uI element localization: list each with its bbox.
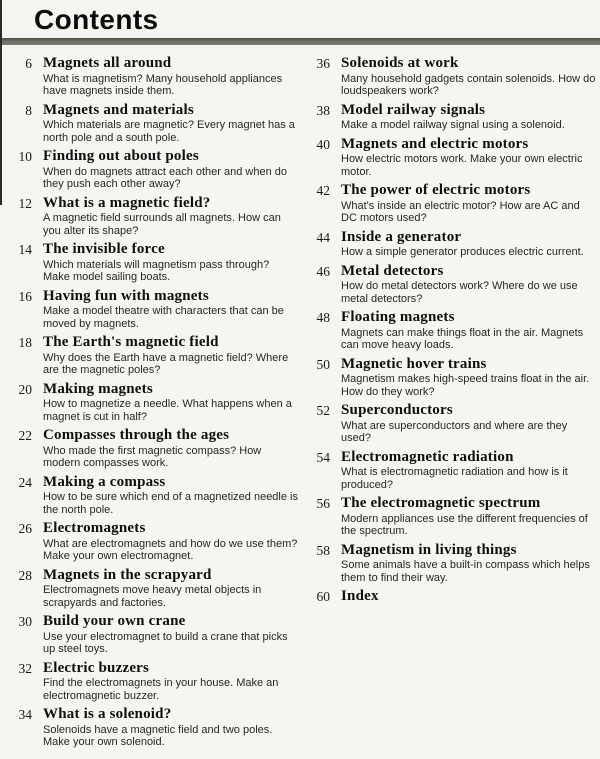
toc-entry-body bbox=[341, 309, 596, 352]
toc-entry-description: Use your electromagnet to build a crane that picks up steel toys. bbox=[43, 630, 288, 655]
toc-page-number: 22 bbox=[18, 428, 32, 443]
toc-page-number: 52 bbox=[316, 403, 330, 418]
page-title: Contents bbox=[34, 4, 159, 35]
toc-page-number: 32 bbox=[18, 660, 32, 676]
toc-entry-title: The invisible force bbox=[43, 241, 165, 257]
toc-page-number: 38 bbox=[316, 102, 330, 118]
toc-entry-body bbox=[43, 706, 298, 749]
toc-entry bbox=[6, 195, 298, 238]
toc-entry-title: Electric buzzers bbox=[43, 659, 150, 676]
toc-entry-body bbox=[341, 588, 596, 605]
toc-entry bbox=[6, 520, 298, 563]
title-rule bbox=[0, 38, 600, 45]
toc-entry-title: Index bbox=[341, 588, 379, 604]
toc-entry-title: Magnets all around bbox=[43, 55, 172, 71]
toc-page-number: 56 bbox=[316, 496, 330, 511]
toc-entry-body bbox=[43, 102, 298, 145]
toc-entry-title: The power of electric motors bbox=[341, 182, 531, 198]
toc-entry-body bbox=[341, 229, 596, 259]
toc-entry-description: A magnetic field surrounds all magnets. How can you alter its shape? bbox=[43, 212, 281, 237]
toc-entry-description: How a simple generator produces electric current. bbox=[341, 246, 584, 258]
toc-entry-title: Solenoids at work bbox=[341, 55, 459, 71]
toc-page-number: 60 bbox=[316, 589, 330, 604]
toc-entry-description: Why does the Earth have a magnetic field? Where are the magnetic poles? bbox=[43, 351, 289, 376]
toc-entry bbox=[304, 136, 596, 179]
toc-entry bbox=[6, 288, 298, 331]
toc-entry-body bbox=[43, 195, 298, 238]
toc-entry bbox=[304, 55, 596, 98]
toc-entry-title: Build your own crane bbox=[43, 613, 186, 629]
toc-entry-title: Electromagnetic radiation bbox=[341, 448, 514, 465]
toc-page-number: 24 bbox=[18, 474, 32, 490]
toc-entry-description: Modern appliances use the different frequencies of the spectrum. bbox=[341, 512, 588, 537]
toc-entry bbox=[304, 182, 596, 225]
toc-entry-title: Model railway signals bbox=[341, 101, 486, 118]
toc-entry-body bbox=[341, 136, 596, 179]
toc-entry-description: Many household gadgets contain solenoids. How do loudspeakers work? bbox=[341, 72, 596, 97]
toc-entry bbox=[6, 148, 298, 191]
toc-entry-body bbox=[43, 520, 298, 563]
toc-entry-description: When do magnets attract each other and when do they push each other away? bbox=[43, 165, 287, 190]
toc-entry-description: Find the electromagnets in your house. Make an electromagnetic buzzer. bbox=[43, 677, 279, 702]
toc-entry bbox=[304, 356, 596, 399]
toc-page-number: 28 bbox=[18, 567, 32, 583]
toc-page-number: 46 bbox=[316, 263, 330, 279]
toc-entry-description: Electromagnets move heavy metal objects in scrapyards and factories. bbox=[43, 584, 262, 609]
toc-entry-title: Inside a generator bbox=[341, 228, 462, 245]
toc-entry bbox=[304, 229, 596, 259]
toc-entry-body bbox=[341, 263, 596, 306]
toc-page-number: 34 bbox=[18, 707, 32, 722]
toc-entry-body bbox=[43, 288, 298, 331]
toc-entry-description: What are electromagnets and how do we use them? Make your own electromagnet. bbox=[43, 537, 298, 562]
toc-entry-body bbox=[43, 55, 298, 98]
toc-entry bbox=[304, 588, 596, 605]
toc-left-column bbox=[6, 55, 298, 753]
toc-entry-description: How do metal detectors work? Where do we use metal detectors? bbox=[341, 280, 578, 305]
toc-page-number: 36 bbox=[316, 56, 330, 71]
toc-entry-title: Magnetic hover trains bbox=[341, 355, 487, 372]
toc-entry-body bbox=[43, 567, 298, 610]
toc-entry bbox=[304, 402, 596, 445]
toc-entry-title: Floating magnets bbox=[341, 309, 455, 325]
toc-entry-title: What is a solenoid? bbox=[43, 706, 172, 722]
toc-entry-title: Electromagnets bbox=[43, 520, 146, 536]
toc-entry-title: The Earth's magnetic field bbox=[43, 334, 219, 350]
toc-entry-body bbox=[43, 381, 298, 424]
toc-entry-body bbox=[43, 474, 298, 517]
toc-entry bbox=[6, 660, 298, 703]
toc-page-number: 10 bbox=[18, 149, 32, 164]
toc-page-number: 48 bbox=[316, 310, 330, 325]
toc-entry-description: What is electromagnetic radiation and how is it produced? bbox=[341, 466, 568, 491]
toc-entry-title: Magnets in the scrapyard bbox=[43, 566, 212, 583]
toc-page-number: 6 bbox=[25, 56, 32, 71]
toc-entry-description: Make a model theatre with characters that can be moved by magnets. bbox=[43, 305, 284, 330]
toc-page-number: 18 bbox=[18, 335, 32, 350]
toc-entry-body bbox=[43, 241, 298, 284]
toc-entry-title: Compasses through the ages bbox=[43, 427, 230, 443]
toc-entry-body bbox=[341, 495, 596, 538]
toc-entry-title: What is a magnetic field? bbox=[43, 194, 211, 211]
toc-page-number: 16 bbox=[18, 288, 32, 304]
toc-entry-body bbox=[341, 356, 596, 399]
toc-page-number: 42 bbox=[316, 183, 330, 198]
toc-entry-description: Magnets can make things float in the air. Magnets can move heavy loads. bbox=[341, 326, 584, 351]
toc-entry-body bbox=[43, 613, 298, 656]
toc-entry bbox=[6, 241, 298, 284]
toc-right-column bbox=[304, 55, 596, 753]
toc-page-number: 26 bbox=[18, 521, 32, 536]
toc-entry bbox=[304, 309, 596, 352]
toc-entry-title: Metal detectors bbox=[341, 262, 444, 279]
toc-page-number: 58 bbox=[316, 542, 330, 558]
scan-edge-artifact bbox=[0, 0, 2, 205]
toc-entry bbox=[304, 102, 596, 132]
toc-entry-body bbox=[341, 449, 596, 492]
toc-entry-description: What is magnetism? Many household appliances have magnets inside them. bbox=[43, 72, 283, 97]
toc-entry-description: Solenoids have a magnetic field and two poles. Make your own solenoid. bbox=[43, 723, 273, 748]
toc-entry bbox=[6, 334, 298, 377]
toc-page-number: 40 bbox=[316, 136, 330, 152]
toc-entry-description: What's inside an electric motor? How are AC and DC motors used? bbox=[341, 199, 580, 224]
toc-entry-description: Who made the first magnetic compass? How modern compasses work. bbox=[43, 444, 262, 469]
toc-entry-body bbox=[341, 402, 596, 445]
toc-entry-body bbox=[43, 334, 298, 377]
toc-entry-body bbox=[341, 182, 596, 225]
toc-page-number: 44 bbox=[316, 229, 330, 245]
toc-page-number: 30 bbox=[18, 614, 32, 629]
toc-entry-description: Make a model railway signal using a solenoid. bbox=[341, 119, 565, 131]
toc-entry bbox=[304, 542, 596, 585]
toc-entry bbox=[304, 449, 596, 492]
toc-page-number: 8 bbox=[25, 102, 32, 118]
toc-page-number: 50 bbox=[316, 356, 330, 372]
toc-entry bbox=[6, 474, 298, 517]
toc-entry-description: Which materials are magnetic? Every magnet has a north pole and a south pole. bbox=[43, 119, 295, 144]
toc-entry-body bbox=[341, 102, 596, 132]
toc-entry-title: Making a compass bbox=[43, 473, 166, 490]
toc-entry-title: Making magnets bbox=[43, 380, 153, 397]
toc-entry-title: Magnets and electric motors bbox=[341, 135, 529, 152]
toc-entry-body bbox=[43, 427, 298, 470]
toc-entry bbox=[304, 495, 596, 538]
toc-page-number: 54 bbox=[316, 449, 330, 465]
toc-entry-body bbox=[341, 542, 596, 585]
toc-entry-title: The electromagnetic spectrum bbox=[341, 495, 541, 511]
toc-columns bbox=[0, 45, 600, 753]
toc-entry-title: Magnetism in living things bbox=[341, 541, 517, 558]
toc-entry-description: How electric motors work. Make your own electric motor. bbox=[341, 153, 583, 178]
toc-entry bbox=[6, 706, 298, 749]
toc-entry bbox=[6, 102, 298, 145]
toc-entry-body bbox=[43, 148, 298, 191]
toc-entry-title: Having fun with magnets bbox=[43, 287, 209, 304]
toc-entry-description: How to be sure which end of a magnetized needle is the north pole. bbox=[43, 491, 298, 516]
toc-entry-title: Magnets and materials bbox=[43, 101, 194, 118]
toc-entry-body bbox=[43, 660, 298, 703]
toc-entry bbox=[304, 263, 596, 306]
toc-entry-description: Some animals have a built-in compass which helps them to find their way. bbox=[341, 559, 590, 584]
toc-entry bbox=[6, 613, 298, 656]
toc-entry bbox=[6, 381, 298, 424]
toc-entry bbox=[6, 427, 298, 470]
toc-entry-description: How to magnetize a needle. What happens when a magnet is cut in half? bbox=[43, 398, 292, 423]
toc-page-number: 14 bbox=[18, 242, 32, 257]
toc-entry-title: Superconductors bbox=[341, 402, 453, 418]
toc-entry-description: Magnetism makes high-speed trains float in the air. How do they work? bbox=[341, 373, 590, 398]
toc-entry bbox=[6, 567, 298, 610]
toc-entry-description: What are superconductors and where are they used? bbox=[341, 419, 568, 444]
toc-entry-title: Finding out about poles bbox=[43, 148, 199, 164]
toc-entry bbox=[6, 55, 298, 98]
toc-page-number: 20 bbox=[18, 381, 32, 397]
toc-entry-description: Which materials will magnetism pass through? Make model sailing boats. bbox=[43, 258, 270, 283]
toc-page-number: 12 bbox=[18, 195, 32, 211]
toc-entry-body bbox=[341, 55, 596, 98]
